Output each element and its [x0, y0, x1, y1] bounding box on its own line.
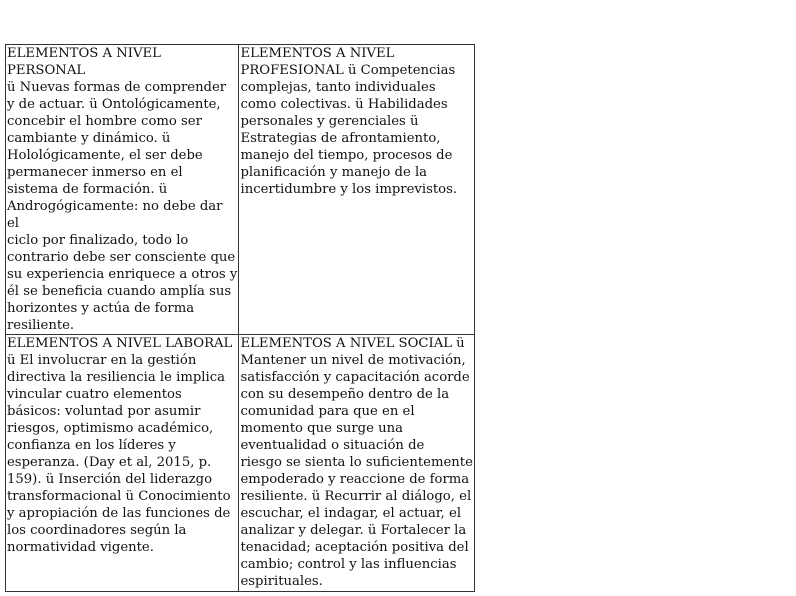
cell-professional-elements: ELEMENTOS A NIVEL PROFESIONAL ü Competencias complejas, tanto individuales como colectivas. ü Habilidades personales y gerenciales ü Estrategias de afrontamiento, manejo del tiempo, procesos de planificación y manejo de la incertidumbre y los imprevistos. — [239, 45, 475, 335]
elements-table — [5, 44, 475, 592]
cell-social-elements: ELEMENTOS A NIVEL SOCIAL ü Mantener un nivel de motivación, satisfacción y capacitación acorde con su desempeño dentro de la comunidad para que en el momento que surge una eventualidad o situación de riesgo se sienta lo suficientemente empoderado y reaccione de forma resiliente. ü Recurrir al diálogo, el escuchar, el indagar, el actuar, el analizar y delegar. ü Fortalecer la tenacidad; aceptación positiva del cambio; control y las influencias espirituales. — [239, 335, 475, 592]
cell-labor-elements: ELEMENTOS A NIVEL LABORAL ü El involucrar en la gestión directiva la resiliencia le implica vincular cuatro elementos básicos: voluntad por asumir riesgos, optimismo académico, confianza en los líderes y esperanza. (Day et al, 2015, p. 159). ü Inserción del liderazgo transformacional ü Conocimiento y apropiación de las funciones de los coordinadores según la normatividad vigente. — [6, 335, 239, 592]
cell-personal-elements: ELEMENTOS A NIVEL PERSONAL ü Nuevas formas de comprender y de actuar. ü Ontológicamente, concebir el hombre como ser cambiante y dinámico. ü Holológicamente, el ser debe permanecer inmerso en el sistema de formación. ü Androgógicamente: no debe dar el ciclo por finalizado, todo lo contrario debe ser consciente que su experiencia enriquece a otros y él se beneficia cuando amplía sus horizontes y actúa de forma resiliente. — [7, 46, 238, 333]
table-row — [6, 45, 475, 335]
table-row — [6, 335, 475, 592]
